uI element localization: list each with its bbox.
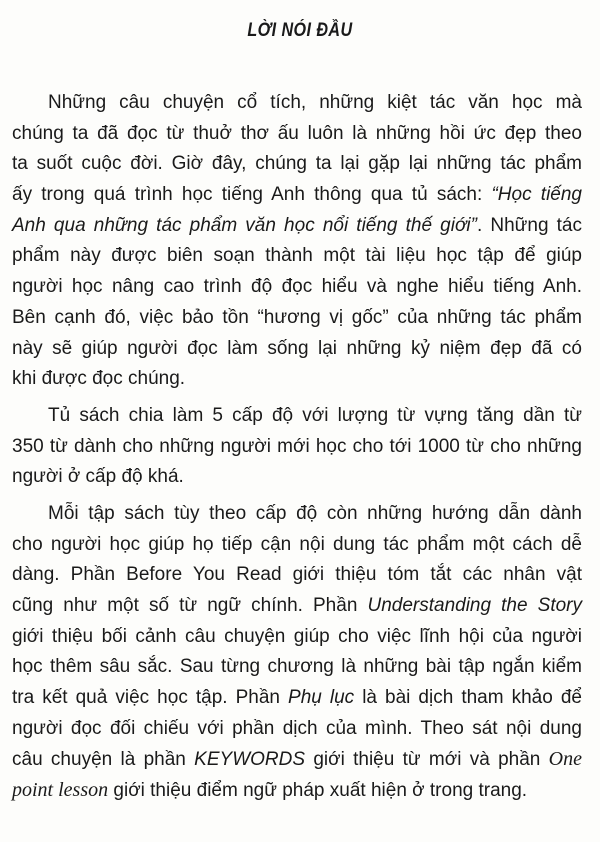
- text-segment: phẩm này được biên soạn thành một tài liệu học tập để giúp: [12, 245, 582, 267]
- text-line: [12, 334, 582, 365]
- emphasized-text: Phụ lục: [288, 687, 355, 709]
- text-segment: chúng ta đã đọc từ thuở thơ ấu luôn là những hồi ức đẹp theo: [12, 122, 582, 144]
- text-line: [12, 683, 582, 714]
- text-segment: tra kết quả việc học tập. Phần: [12, 687, 289, 709]
- text-line: [12, 432, 582, 463]
- emphasized-text: point lesson: [12, 779, 109, 802]
- text-line: [12, 303, 582, 334]
- text-line: [12, 364, 582, 395]
- text-segment: ấy trong quá trình học tiếng Anh thông qua tủ sách:: [12, 184, 492, 206]
- text-segment: câu chuyện là phần: [12, 749, 195, 771]
- text-line: [12, 744, 582, 775]
- paragraph: [12, 499, 582, 806]
- text-segment: cho người học giúp họ tiếp cận nội dung tác phẩm một cách dễ: [12, 533, 582, 555]
- text-line: [12, 652, 582, 683]
- text-line: [12, 622, 582, 653]
- text-segment: người đọc đối chiếu với phần dịch của mình. Theo sát nội dung: [12, 717, 582, 739]
- text-segment: khi được đọc chúng.: [12, 368, 186, 390]
- text-line: [12, 149, 582, 180]
- text-line: [12, 530, 582, 561]
- text-segment: 350 từ dành cho những người mới học cho tới 1000 từ cho những: [12, 435, 582, 457]
- emphasized-text: Understanding the Story: [367, 595, 582, 616]
- text-segment: này sẽ giúp người đọc làm sống lại những kỷ niệm đẹp đã có: [12, 337, 582, 359]
- text-segment: Những câu chuyện cổ tích, những kiệt tác văn học mà: [48, 92, 582, 113]
- text-line: [12, 462, 582, 493]
- text-line: [12, 714, 582, 745]
- text-line: [12, 560, 582, 591]
- text-segment: giới thiệu bối cảnh câu chuyện giúp cho việc lĩnh hội của người: [12, 625, 582, 647]
- emphasized-text: Anh qua những tác phẩm văn học nổi tiếng thế giới”: [12, 214, 477, 236]
- text-segment: . Những tác: [476, 214, 582, 236]
- text-segment: dàng. Phần Before You Read giới thiệu tóm tắt các nhân vật: [12, 564, 582, 586]
- text-segment: Tủ sách chia làm 5 cấp độ với lượng từ vựng tăng dần từ: [48, 404, 582, 426]
- text-segment: là bài dịch tham khảo để: [354, 687, 582, 709]
- text-segment: ta suốt cuộc đời. Giờ đây, chúng ta lại gặp lại những tác phẩm: [12, 153, 582, 175]
- text-segment: người ở cấp độ khá.: [12, 466, 184, 488]
- paragraph: [12, 88, 582, 395]
- preface-body: [12, 88, 582, 812]
- emphasized-text: One: [548, 748, 582, 771]
- text-segment: giới thiệu điểm ngữ pháp xuất hiện ở trong trang.: [108, 780, 528, 802]
- text-line: [12, 119, 582, 150]
- text-segment: giới thiệu từ mới và phần: [305, 749, 549, 771]
- text-line: [12, 272, 582, 303]
- paragraph: [12, 401, 582, 493]
- page-title: LỜI NÓI ĐẦU: [247, 20, 353, 41]
- text-segment: Mỗi tập sách tùy theo cấp độ còn những hướng dẫn dành: [48, 502, 582, 524]
- text-line: [12, 180, 582, 211]
- text-line: [12, 211, 582, 242]
- text-line: [12, 775, 582, 806]
- text-segment: học thêm sâu sắc. Sau từng chương là những bài tập ngắn kiểm: [12, 656, 582, 678]
- text-segment: người học nâng cao trình độ đọc hiểu và nghe hiểu tiếng Anh.: [12, 276, 582, 298]
- text-line: [12, 499, 582, 530]
- emphasized-text: KEYWORDS: [194, 749, 306, 771]
- text-line: [12, 401, 582, 432]
- text-line: [12, 88, 582, 119]
- text-segment: Bên cạnh đó, việc bảo tồn “hương vị gốc” của những tác phẩm: [12, 306, 582, 328]
- text-line: [12, 591, 582, 622]
- text-segment: cũng như một số từ ngữ chính. Phần: [12, 595, 368, 616]
- text-line: [12, 241, 582, 272]
- emphasized-text: “Học tiếng: [491, 184, 582, 206]
